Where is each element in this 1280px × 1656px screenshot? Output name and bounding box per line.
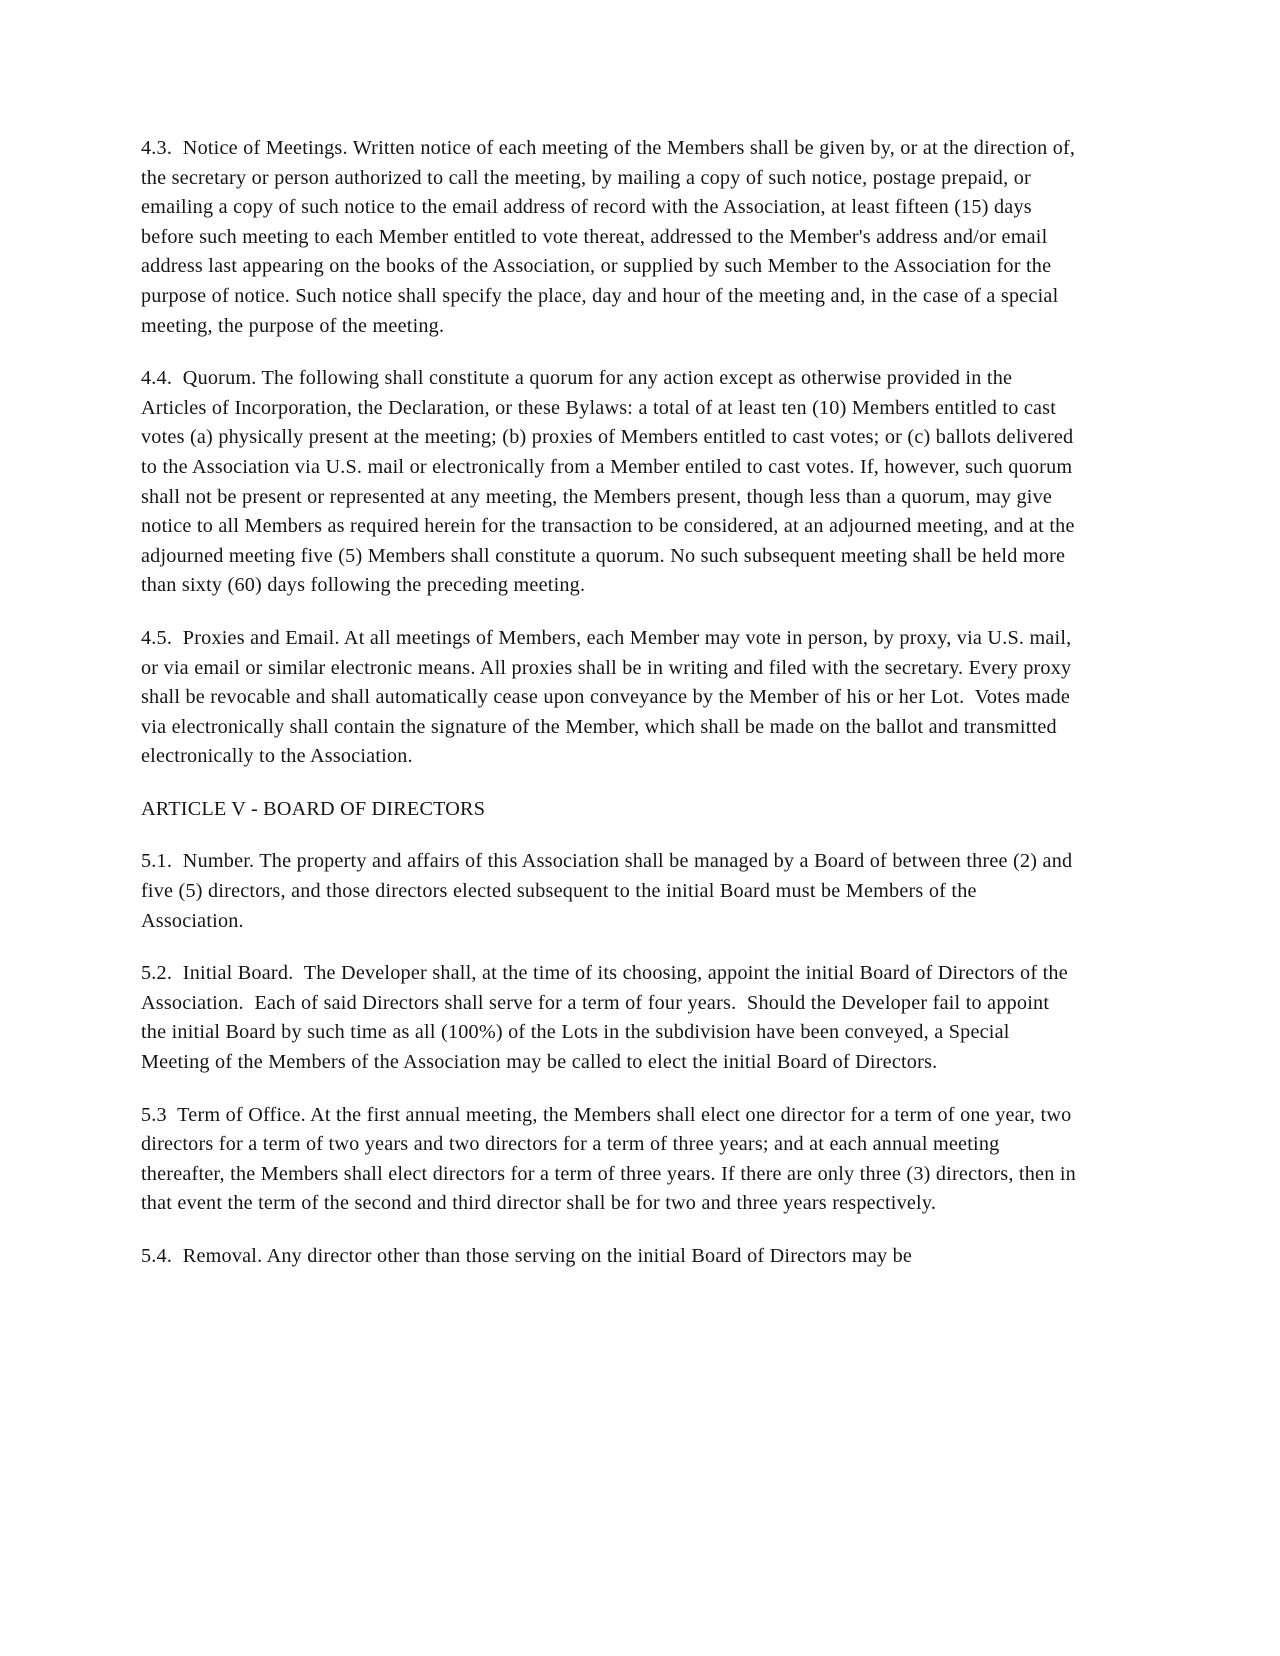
section-paragraph-4-5: 4.5. Proxies and Email. At all meetings of Members, each Member may vote in person, by proxy, via U.S. mail, or via email or similar electronic means. All proxies shall be in writing and filed with the secretary. Every proxy shall be revocable and shall automatically cease upon conveyance by the Member of his or her Lot. Votes made via electronically shall contain the signature of the Member, which shall be made on the ballot and transmitted electronically to the Association.	[141, 626, 1077, 768]
document-body	[141, 134, 1082, 1295]
section-paragraph-5-4: 5.4. Removal. Any director other than those serving on the initial Board of Directors may be	[141, 1245, 913, 1267]
section-paragraph-4-4: 4.4. Quorum. The following shall constitute a quorum for any action except as otherwise provided in the Articles of Incorporation, the Declaration, or these Bylaws: a total of at least ten (10) Members entitled to cast votes (a) physically present at the meeting; (b) proxies of Members entitled to cast votes; or (c) ballots delivered to the Association via U.S. mail or electronically from a Member entiled to cast votes. If, however, such quorum shall not be present or represented at any meeting, the Members present, though less than a quorum, may give notice to all Members as required herein for the transaction to be considered, at an adjourned meeting, and at the adjourned meeting five (5) Members shall constitute a quorum. No such subsequent meeting shall be held more than sixty (60) days following the preceding meeting.	[141, 367, 1080, 597]
section-paragraph-5-1: 5.1. Number. The property and affairs of this Association shall be managed by a Board of between three (2) and five (5) directors, and those directors elected subsequent to the initial Board must be Members of the Association.	[141, 850, 1078, 932]
article-v-heading: ARTICLE V - BOARD OF DIRECTORS	[141, 797, 486, 820]
section-paragraph-5-3: 5.3 Term of Office. At the first annual meeting, the Members shall elect one director for a term of one year, two directors for a term of two years and two directors for a term of three years; and at each annual meeting thereafter, the Members shall elect directors for a term of three years. If there are only three (3) directors, then in that event the term of the second and third director shall be for two and three years respectively.	[141, 1103, 1082, 1215]
section-paragraph-4-3: 4.3. Notice of Meetings. Written notice of each meeting of the Members shall be given by, or at the direction of, the secretary or person authorized to call the meeting, by mailing a copy of such notice, postage prepaid, or emailing a copy of such notice to the email address of record with the Association, at least fifteen (15) days before such meeting to each Member entitled to vote thereat, addressed to the Member's address and/or email address last appearing on the books of the Association, or supplied by such Member to the Association for the purpose of notice. Such notice shall specify the place, day and hour of the meeting and, in the case of a special meeting, the purpose of the meeting.	[141, 137, 1081, 337]
section-paragraph-5-2: 5.2. Initial Board. The Developer shall, at the time of its choosing, appoint the initial Board of Directors of the Association. Each of said Directors shall serve for a term of four years. Should the Developer fail to appoint the initial Board by such time as all (100%) of the Lots in the subdivision have been conveyed, a Special Meeting of the Members of the Association may be called to elect the initial Board of Directors.	[141, 962, 1073, 1074]
